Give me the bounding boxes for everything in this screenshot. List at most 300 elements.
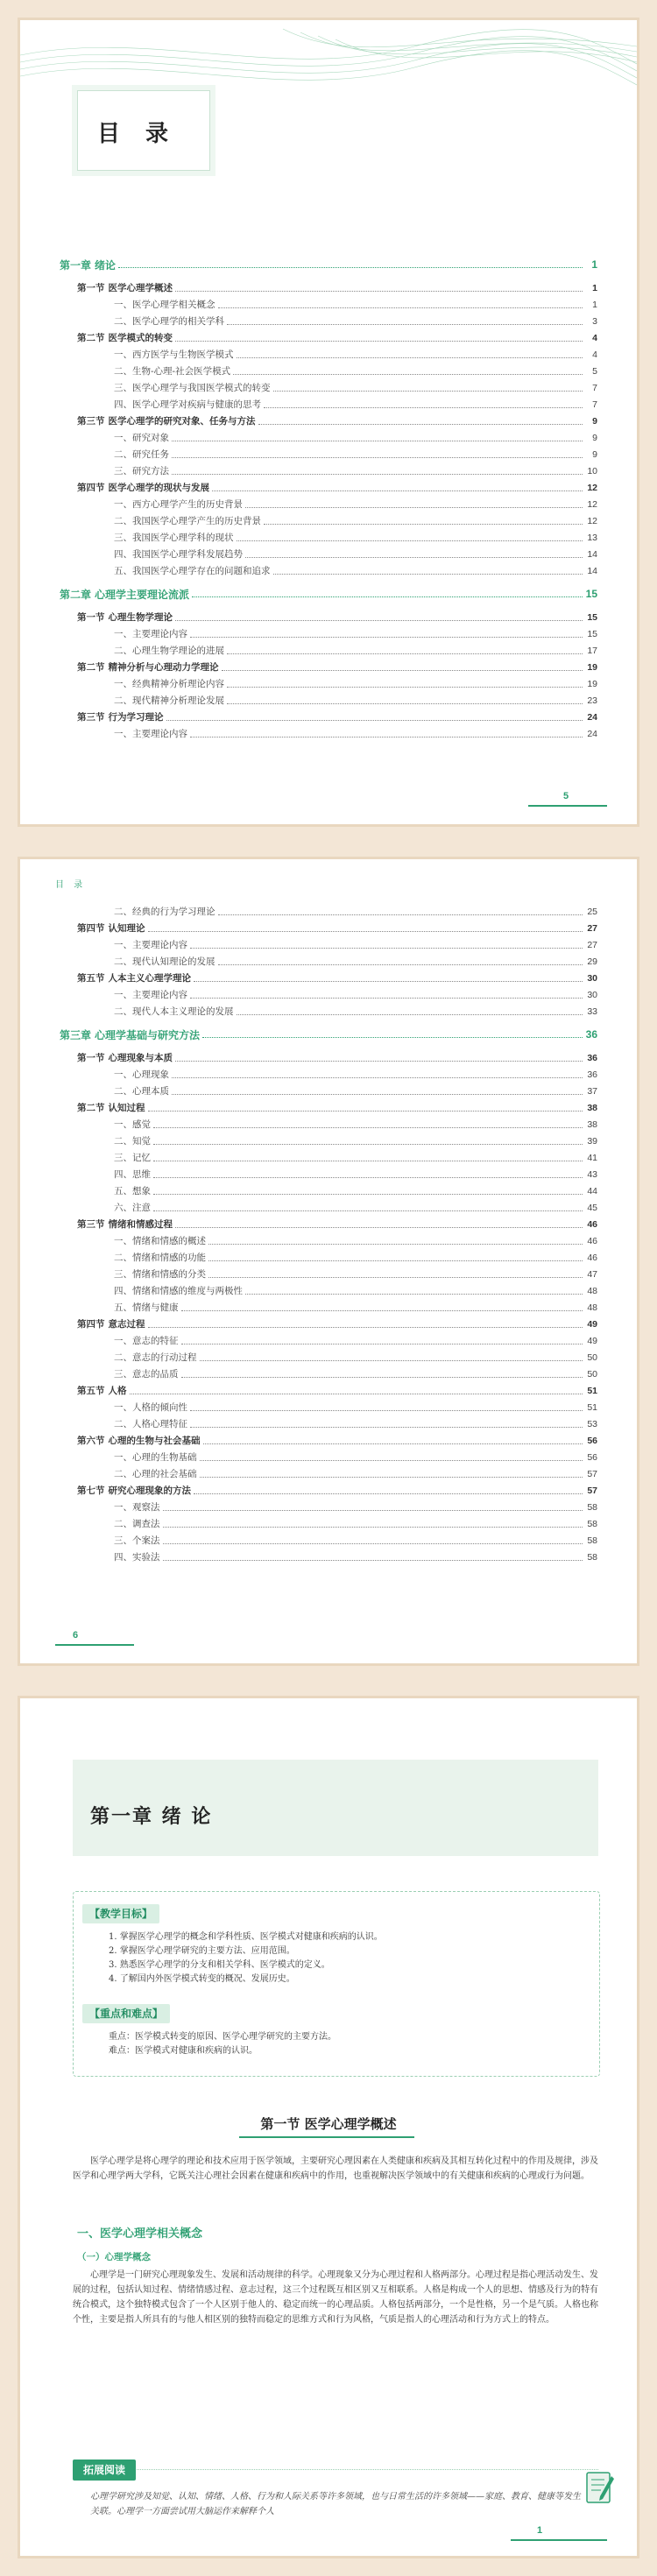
toc-entry-label <box>60 331 175 344</box>
dot-leader <box>172 456 583 458</box>
toc-entry-label <box>60 971 194 985</box>
toc-entry-sec[interactable] <box>60 1316 597 1332</box>
toc-entry-sub[interactable] <box>60 462 597 479</box>
dot-leader <box>192 596 583 597</box>
toc-entry-sub[interactable] <box>60 1499 597 1515</box>
toc-list <box>60 250 597 742</box>
toc-entry-page: 9 <box>592 448 597 460</box>
dot-leader <box>175 290 583 292</box>
toc-entry-page: 13 <box>587 532 597 543</box>
toc-entry-text: 一、人格的倾向性 <box>114 1402 187 1413</box>
toc-entry-sub[interactable] <box>60 642 597 659</box>
toc-entry-page: 53 <box>587 1418 597 1429</box>
toc-entry-number: 第一节 <box>77 612 105 623</box>
toc-entry-sub[interactable] <box>60 1532 597 1549</box>
toc-entry-sub[interactable] <box>60 496 597 512</box>
toc-entry-label <box>60 1267 208 1281</box>
toc-entry-sec[interactable] <box>60 1049 597 1066</box>
toc-entry-page: 1 <box>592 282 597 293</box>
toc-entry-label <box>60 1151 153 1164</box>
goals-box <box>73 1891 600 2077</box>
dot-leader <box>258 423 583 425</box>
toc-entry-label <box>60 531 237 544</box>
toc-entry-page: 49 <box>587 1318 597 1330</box>
chapter-title: 第一章 绪 论 <box>90 1805 213 1828</box>
toc-entry-label <box>60 514 264 527</box>
heading-level-3: （一）心理学概念 <box>77 2252 151 2262</box>
toc-entry-sub[interactable] <box>60 725 597 742</box>
toc-entry-label <box>60 1384 130 1397</box>
toc-entry-text: 一、感觉 <box>114 1119 151 1130</box>
toc-entry-sec[interactable] <box>60 1482 597 1499</box>
toc-entry-page: 30 <box>587 972 597 984</box>
toc-entry-page: 27 <box>587 922 597 934</box>
dot-leader <box>194 1493 583 1494</box>
toc-entry-text: 一、研究对象 <box>114 433 169 443</box>
toc-entry-sub[interactable] <box>60 396 597 413</box>
toc-entry-sub[interactable] <box>60 1549 597 1565</box>
toc-entry-ch[interactable] <box>60 1020 597 1049</box>
notebook-pencil-icon <box>585 2469 615 2506</box>
toc-entry-label <box>60 348 237 361</box>
toc-entry-page: 1 <box>591 258 597 271</box>
dot-leader <box>175 1226 583 1228</box>
toc-entry-number: 第一节 <box>77 283 105 293</box>
dot-leader <box>181 1309 583 1311</box>
dot-leader <box>264 406 583 408</box>
toc-entry-label <box>60 258 118 272</box>
toc-entry-sub[interactable] <box>60 346 597 363</box>
toc-entry-text: 三、情绪和情感的分类 <box>114 1269 206 1280</box>
toc-entry-ch[interactable] <box>60 579 597 609</box>
toc-entry-text: 二、研究任务 <box>114 449 169 460</box>
toc-entry-label <box>60 1500 163 1514</box>
toc-entry-page: 57 <box>587 1485 597 1496</box>
toc-entry-sub[interactable] <box>60 1349 597 1366</box>
toc-entry-page: 12 <box>587 498 597 510</box>
toc-entry-label <box>60 1450 200 1464</box>
toc-entry-text: 一、观察法 <box>114 1502 160 1513</box>
dot-leader <box>153 1160 583 1161</box>
dot-leader <box>212 490 583 491</box>
toc-entry-page: 15 <box>587 628 597 639</box>
toc-entry-label <box>60 381 273 394</box>
toc-entry-text: 二、调查法 <box>114 1519 160 1529</box>
toc-entry-page: 46 <box>587 1252 597 1263</box>
toc-entry-sub[interactable] <box>60 1266 597 1282</box>
toc-entry-page: 30 <box>587 989 597 1000</box>
toc-entry-number: 第三节 <box>77 1219 105 1230</box>
toc-entry-label <box>60 281 175 294</box>
toc-entry-page: 24 <box>587 728 597 739</box>
toc-entry-text: 心理的生物与社会基础 <box>108 1436 201 1446</box>
toc-entry-page: 56 <box>587 1451 597 1463</box>
toc-page-1 <box>18 18 639 827</box>
toc-entry-text: 一、情绪和情感的概述 <box>114 1236 206 1246</box>
toc-entry-sub[interactable] <box>60 363 597 379</box>
toc-entry-page: 25 <box>587 906 597 917</box>
toc-entry-sub[interactable] <box>60 1332 597 1349</box>
toc-entry-label <box>60 547 245 561</box>
dot-leader <box>190 947 583 949</box>
toc-entry-label <box>60 1084 172 1097</box>
toc-entry-page: 19 <box>587 678 597 689</box>
toc-entry-number: 第二节 <box>77 662 105 673</box>
toc-entry-text: 心理现象与本质 <box>108 1053 173 1063</box>
toc-entry-sub[interactable] <box>60 1399 597 1415</box>
toc-entry-sub[interactable] <box>60 1199 597 1216</box>
toc-entry-text: 三、记忆 <box>114 1153 151 1163</box>
toc-entry-page: 39 <box>587 1135 597 1147</box>
dot-leader <box>172 473 583 475</box>
toc-entry-sub[interactable] <box>60 692 597 709</box>
toc-entry-label <box>60 1005 237 1018</box>
toc-entry-text: 二、医学心理学的相关学科 <box>114 316 224 327</box>
toc-entry-text: 三、个案法 <box>114 1535 160 1546</box>
toc-entry-text: 人本主义心理学理论 <box>108 973 191 984</box>
dot-leader <box>175 1060 583 1062</box>
dot-leader <box>200 1476 583 1478</box>
page-number-rule <box>528 805 607 807</box>
toc-entry-text: 医学模式的转变 <box>108 333 173 343</box>
dot-leader <box>273 390 583 392</box>
toc-entry-sub[interactable] <box>60 986 597 1003</box>
toc-entry-label <box>60 1168 153 1181</box>
toc-entry-text: 一、心理的生物基础 <box>114 1452 197 1463</box>
goal-item: 2. 掌握医学心理学研究的主要方法、应用范围。 <box>109 1946 295 1956</box>
toc-entry-label <box>60 314 227 328</box>
toc-entry-sub[interactable] <box>60 512 597 529</box>
dot-leader <box>148 1110 583 1112</box>
dot-leader <box>172 440 583 441</box>
toc-entry-label <box>60 448 172 461</box>
toc-entry-page: 9 <box>592 415 597 427</box>
toc-entry-text: 心理学主要理论流派 <box>95 588 190 601</box>
toc-entry-sub[interactable] <box>60 1249 597 1266</box>
toc-entry-sec[interactable] <box>60 329 597 346</box>
toc-entry-page: 46 <box>587 1235 597 1246</box>
dot-leader <box>218 914 583 915</box>
toc-entry-sec[interactable] <box>60 1382 597 1399</box>
toc-entry-sub[interactable] <box>60 1515 597 1532</box>
toc-entry-label <box>60 414 258 427</box>
toc-entry-label <box>60 1317 148 1330</box>
toc-entry-page: 36 <box>587 1069 597 1080</box>
toc-entry-label <box>60 587 192 602</box>
key-points-tag: 【重点和难点】 <box>82 2004 170 2023</box>
dot-leader <box>148 1326 583 1328</box>
toc-entry-sec[interactable] <box>60 920 597 936</box>
toc-entry-page: 14 <box>587 548 597 560</box>
toc-entry-page: 50 <box>587 1368 597 1380</box>
dot-leader <box>172 1093 583 1095</box>
toc-title: 目 录 <box>97 121 178 147</box>
toc-entry-page: 12 <box>587 515 597 526</box>
dot-leader <box>227 702 583 704</box>
toc-entry-label <box>60 727 190 740</box>
toc-entry-text: 一、西方医学与生物医学模式 <box>114 349 234 360</box>
toc-entry-text: 心理学基础与研究方法 <box>95 1028 201 1041</box>
goal-item: 4. 了解国内外医学模式转变的概况、发展历史。 <box>109 1974 295 1984</box>
dot-leader <box>237 540 583 541</box>
toc-entry-label <box>60 398 264 411</box>
toc-entry-text: 一、主要理论内容 <box>114 729 187 739</box>
toc-entry-page: 37 <box>587 1085 597 1097</box>
toc-entry-text: 绪论 <box>95 258 117 272</box>
dot-leader <box>130 1393 583 1394</box>
toc-entry-sub[interactable] <box>60 446 597 462</box>
dot-leader <box>163 1509 583 1511</box>
toc-entry-sec[interactable] <box>60 279 597 296</box>
toc-entry-sub[interactable] <box>60 1282 597 1299</box>
dot-leader <box>175 340 583 342</box>
toc-entry-text: 一、意志的特征 <box>114 1336 179 1346</box>
toc-entry-label <box>60 955 218 968</box>
dot-leader <box>163 1542 583 1544</box>
toc-entry-label <box>60 481 212 494</box>
toc-entry-page: 47 <box>587 1268 597 1280</box>
dot-leader <box>190 736 583 738</box>
toc-entry-page: 27 <box>587 939 597 950</box>
toc-entry-page: 58 <box>587 1535 597 1546</box>
toc-entry-page: 7 <box>592 382 597 393</box>
toc-entry-sub[interactable] <box>60 296 597 313</box>
toc-entry-sub[interactable] <box>60 546 597 562</box>
dot-leader <box>227 323 583 325</box>
dot-leader <box>148 930 583 932</box>
dot-leader <box>190 1409 583 1411</box>
key-point-item: 重点：医学模式转变的原因、医学心理学研究的主要方法。 <box>109 2032 336 2042</box>
toc-entry-label <box>60 1467 200 1480</box>
toc-entry-number: 第一节 <box>77 1053 105 1063</box>
goal-item: 1. 掌握医学心理学的概念和学科性质、医学模式对健康和疾病的认识。 <box>109 1932 383 1942</box>
toc-entry-sub[interactable] <box>60 313 597 329</box>
toc-entry-label <box>60 1484 194 1497</box>
dot-leader <box>153 1176 583 1178</box>
toc-entry-sub[interactable] <box>60 1003 597 1020</box>
toc-entry-text: 五、我国医学心理学存在的问题和追求 <box>114 566 271 576</box>
toc-entry-page: 36 <box>587 1052 597 1063</box>
toc-entry-sub[interactable] <box>60 1133 597 1149</box>
toc-entry-sub[interactable] <box>60 1166 597 1182</box>
toc-entry-text: 医学心理学的现状与发展 <box>108 483 209 493</box>
dot-leader <box>203 1443 583 1444</box>
toc-entry-sub[interactable] <box>60 379 597 396</box>
toc-entry-sub[interactable] <box>60 562 597 579</box>
toc-entry-text: 三、研究方法 <box>114 466 169 476</box>
toc-entry-sub[interactable] <box>60 1465 597 1482</box>
dot-leader <box>245 556 583 558</box>
toc-entry-label <box>60 1434 203 1447</box>
toc-entry-sub[interactable] <box>60 1232 597 1249</box>
toc-entry-text: 精神分析与心理动力学理论 <box>108 662 219 673</box>
page-number: 1 <box>537 2525 543 2536</box>
toc-entry-sec[interactable] <box>60 659 597 675</box>
toc-entry-sub[interactable] <box>60 1366 597 1382</box>
toc-entry-label <box>60 988 190 1001</box>
toc-entry-text: 二、心理生物学理论的进展 <box>114 646 224 656</box>
dot-leader <box>218 307 583 308</box>
dot-leader <box>172 1076 583 1078</box>
toc-entry-text: 四、思维 <box>114 1169 151 1180</box>
toc-entry-sub[interactable] <box>60 1182 597 1199</box>
toc-entry-page: 33 <box>587 1006 597 1017</box>
toc-entry-sec[interactable] <box>60 709 597 725</box>
key-points-list <box>109 2030 336 2058</box>
toc-entry-label <box>60 627 190 640</box>
dot-leader <box>200 1359 583 1361</box>
toc-entry-page: 48 <box>587 1302 597 1313</box>
toc-entry-sub[interactable] <box>60 1415 597 1432</box>
toc-entry-sub[interactable] <box>60 953 597 970</box>
toc-entry-label <box>60 1118 153 1131</box>
toc-entry-label <box>60 464 172 477</box>
toc-entry-sec[interactable] <box>60 970 597 986</box>
page-number: 6 <box>73 1630 79 1641</box>
toc-entry-label <box>60 1351 200 1364</box>
toc-entry-label <box>60 921 148 935</box>
toc-entry-label <box>60 1401 190 1414</box>
toc-entry-sub[interactable] <box>60 529 597 546</box>
toc-entry-page: 58 <box>587 1501 597 1513</box>
toc-entry-page: 44 <box>587 1185 597 1196</box>
dot-leader <box>208 1243 583 1245</box>
toc-entry-sub[interactable] <box>60 1066 597 1083</box>
toc-entry-text: 一、西方心理学产生的历史背景 <box>114 499 243 510</box>
toc-entry-sub[interactable] <box>60 625 597 642</box>
toc-entry-sub[interactable] <box>60 1149 597 1166</box>
page-number-rule <box>511 2539 607 2541</box>
dot-leader <box>181 1343 583 1344</box>
toc-entry-page: 17 <box>587 645 597 656</box>
toc-entry-label <box>60 298 218 311</box>
toc-list <box>60 903 597 1565</box>
toc-entry-text: 四、医学心理学对疾病与健康的思考 <box>114 399 261 410</box>
toc-entry-label <box>60 1134 153 1147</box>
toc-entry-sub[interactable] <box>60 1083 597 1099</box>
dot-leader <box>222 669 583 671</box>
toc-entry-label <box>60 1217 175 1231</box>
toc-entry-page: 3 <box>592 315 597 327</box>
toc-entry-page: 51 <box>587 1401 597 1413</box>
toc-entry-text: 二、心理的社会基础 <box>114 1469 197 1479</box>
dot-leader <box>245 1293 583 1295</box>
toc-entry-text: 三、意志的品质 <box>114 1369 179 1380</box>
dot-leader <box>153 1193 583 1195</box>
toc-entry-number: 第六节 <box>77 1436 105 1446</box>
toc-entry-sec[interactable] <box>60 609 597 625</box>
toc-entry-text: 四、实验法 <box>114 1552 160 1563</box>
dot-leader <box>237 1013 583 1015</box>
toc-entry-label <box>60 1550 163 1563</box>
toc-entry-label <box>60 1301 181 1314</box>
toc-entry-number: 第三节 <box>77 712 105 723</box>
toc-entry-page: 23 <box>587 695 597 706</box>
toc-entry-ch[interactable] <box>60 250 597 279</box>
dot-leader <box>163 1559 583 1561</box>
toc-entry-sec[interactable] <box>60 479 597 496</box>
toc-entry-sec[interactable] <box>60 1099 597 1116</box>
toc-entry-label <box>60 1517 163 1530</box>
toc-entry-label <box>60 1201 153 1214</box>
dot-leader <box>166 719 583 721</box>
toc-page-2 <box>18 857 639 1666</box>
toc-entry-sec[interactable] <box>60 1432 597 1449</box>
toc-entry-sub[interactable] <box>60 1299 597 1316</box>
dot-leader <box>245 506 583 508</box>
dot-leader <box>190 636 583 638</box>
toc-entry-page: 45 <box>587 1202 597 1213</box>
toc-entry-text: 二、意志的行动过程 <box>114 1352 197 1363</box>
toc-entry-page: 46 <box>587 1218 597 1230</box>
body-paragraph: 心理学是一门研究心理现象发生、发展和活动规律的科学。心理现象又分为心理过程和人格两部分。心理过程是指心理活动发生、发展的过程，包括认知过程、情绪情感过程、意志过程，这三个过程既互相区别又互相联系。人格是构成一个人的思想、情感及行为的特有统合模式，这个独特模式包含了一个人区别于他人的、稳定而统一的心理品质。人格包括两部分，一个是性格，另一个是气质。人格也称个性，主要是指人所具有的与他人相区别的独特而稳定的思维方式和行为风格，气质是指人的心理活动和行为方式上的特点。 <box>73 2270 598 2325</box>
toc-entry-sub[interactable] <box>60 903 597 920</box>
toc-entry-text: 认知过程 <box>108 1103 145 1113</box>
toc-entry-page: 1 <box>592 299 597 310</box>
dot-leader <box>153 1126 583 1128</box>
dot-leader <box>237 356 583 358</box>
toc-entry-text: 心理生物学理论 <box>108 612 173 623</box>
toc-entry-text: 四、情绪和情感的维度与两极性 <box>114 1286 243 1296</box>
toc-entry-label <box>60 938 190 951</box>
toc-entry-page: 43 <box>587 1168 597 1180</box>
dot-leader <box>175 619 583 621</box>
toc-entry-page: 41 <box>587 1152 597 1163</box>
toc-entry-label <box>60 1184 153 1197</box>
toc-entry-text: 研究心理现象的方法 <box>108 1486 191 1496</box>
key-point-item: 难点：医学模式对健康和疾病的认识。 <box>109 2046 258 2056</box>
toc-entry-page: 12 <box>587 482 597 493</box>
toc-entry-text: 医学心理学的研究对象、任务与方法 <box>108 416 256 427</box>
toc-entry-label <box>60 1334 181 1347</box>
toc-entry-text: 一、经典精神分析理论内容 <box>114 679 224 689</box>
toc-entry-sub[interactable] <box>60 1449 597 1465</box>
toc-entry-label <box>60 710 166 723</box>
toc-entry-sub[interactable] <box>60 1116 597 1133</box>
intro-paragraph: 医学心理学是将心理学的理论和技术应用于医学领域，主要研究心理因素在人类健康和疾病及其相互转化过程中的作用及规律，涉及医学和心理学两大学科，它既关注心理社会因素在健康和疾病中的作用，也重视解决医学领域中的有关健康和疾病的心理或行为问题。 <box>73 2156 598 2181</box>
toc-entry-label <box>60 677 227 690</box>
dot-leader <box>208 1260 583 1261</box>
toc-entry-text: 一、主要理论内容 <box>114 940 187 950</box>
toc-entry-sub[interactable] <box>60 936 597 953</box>
toc-entry-label <box>60 905 218 918</box>
toc-entry-sub[interactable] <box>60 429 597 446</box>
toc-entry-label <box>60 1534 163 1547</box>
toc-entry-text: 二、现代精神分析理论发展 <box>114 695 224 706</box>
toc-entry-label <box>60 1367 181 1380</box>
toc-entry-number: 第一章 <box>60 258 92 272</box>
running-head: 目 录 <box>55 880 87 890</box>
dot-leader <box>227 686 583 688</box>
toc-entry-text: 认知理论 <box>108 923 145 934</box>
toc-entry-number: 第四节 <box>77 923 105 934</box>
toc-entry-page: 38 <box>587 1119 597 1130</box>
toc-entry-sec[interactable] <box>60 1216 597 1232</box>
toc-entry-text: 四、我国医学心理学科发展趋势 <box>114 549 243 560</box>
toc-entry-text: 人格 <box>108 1386 127 1396</box>
toc-entry-label <box>60 1234 208 1247</box>
page-number-rule <box>55 1644 134 1646</box>
toc-entry-text: 二、情绪和情感的功能 <box>114 1253 206 1263</box>
dot-leader <box>200 1459 583 1461</box>
toc-entry-page: 4 <box>592 332 597 343</box>
toc-entry-sub[interactable] <box>60 675 597 692</box>
toc-entry-number: 第五节 <box>77 973 105 984</box>
dot-leader <box>208 1276 583 1278</box>
heading-level-2: 一、医学心理学相关概念 <box>77 2227 203 2241</box>
toc-entry-label <box>60 498 245 511</box>
toc-entry-sec[interactable] <box>60 413 597 429</box>
